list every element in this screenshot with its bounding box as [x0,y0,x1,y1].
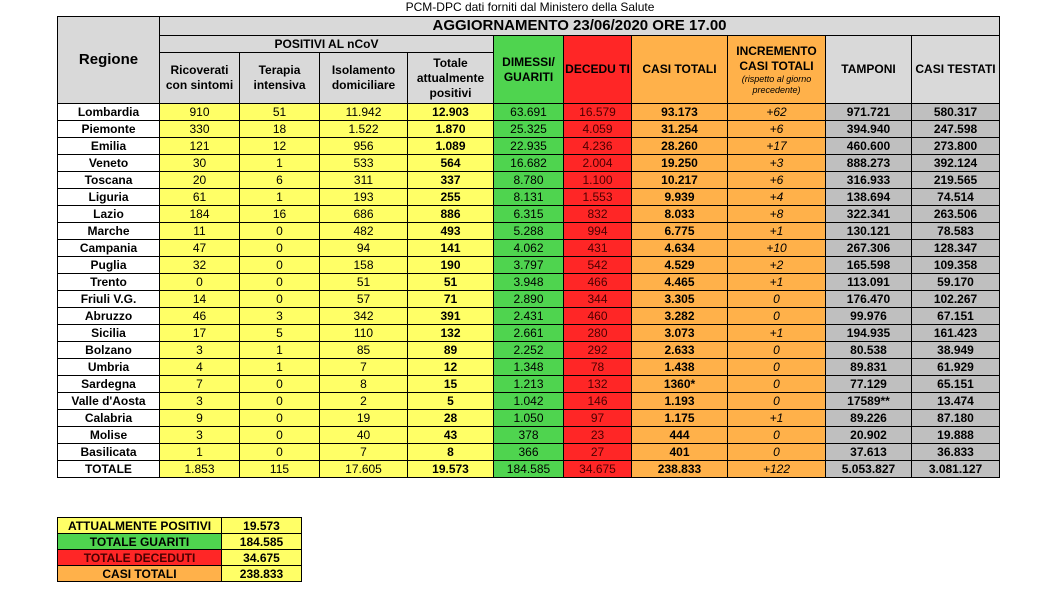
cell-isolamento: 158 [320,257,408,274]
header-terapia: Terapia intensiva [240,53,320,104]
cell-regione: Campania [58,240,160,257]
cell-isolamento: 2 [320,393,408,410]
cell-regione: Molise [58,427,160,444]
cell-casi-totali: 8.033 [632,206,728,223]
covid-regional-table [57,16,1000,478]
cell-casi-totali: 28.260 [632,138,728,155]
cell-tamponi: 77.129 [826,376,912,393]
cell-totale-positivi: 51 [408,274,494,291]
header-dimessi: DIMESSI/ GUARITI [494,36,564,104]
cell-deceduti: 146 [564,393,632,410]
cell-regione: TOTALE [58,461,160,478]
cell-terapia: 51 [240,104,320,121]
table-row [58,342,1000,359]
cell-regione: Marche [58,223,160,240]
cell-regione: Basilicata [58,444,160,461]
cell-casi-totali: 9.939 [632,189,728,206]
cell-casi-testati: 273.800 [912,138,1000,155]
cell-isolamento: 956 [320,138,408,155]
cell-casi-testati: 59.170 [912,274,1000,291]
cell-isolamento: 94 [320,240,408,257]
cell-ricoverati: 11 [160,223,240,240]
header-incremento-sub: (rispetto al giorno precedente) [741,73,812,95]
cell-totale-positivi: 15 [408,376,494,393]
cell-terapia: 0 [240,274,320,291]
cell-isolamento: 57 [320,291,408,308]
cell-tamponi: 20.902 [826,427,912,444]
cell-deceduti: 280 [564,325,632,342]
summary-label: CASI TOTALI [58,566,222,582]
cell-tamponi: 37.613 [826,444,912,461]
cell-dimessi: 378 [494,427,564,444]
cell-casi-testati: 87.180 [912,410,1000,427]
header-casi-totali: CASI TOTALI [632,36,728,104]
cell-ricoverati: 121 [160,138,240,155]
cell-terapia: 1 [240,359,320,376]
cell-regione: Lombardia [58,104,160,121]
header-incremento [728,36,826,104]
cell-deceduti: 460 [564,308,632,325]
table-row [58,155,1000,172]
cell-deceduti: 16.579 [564,104,632,121]
cell-totale-positivi: 141 [408,240,494,257]
cell-tamponi: 80.538 [826,342,912,359]
cell-casi-totali: 444 [632,427,728,444]
cell-tamponi: 194.935 [826,325,912,342]
cell-ricoverati: 7 [160,376,240,393]
cell-totale-positivi: 28 [408,410,494,427]
cell-totale-positivi: 43 [408,427,494,444]
cell-incremento: +1 [728,223,826,240]
cell-casi-totali: 4.465 [632,274,728,291]
cell-casi-totali: 19.250 [632,155,728,172]
cell-incremento: 0 [728,444,826,461]
cell-casi-totali: 93.173 [632,104,728,121]
cell-regione: Emilia [58,138,160,155]
cell-incremento: +62 [728,104,826,121]
cell-tamponi: 316.933 [826,172,912,189]
cell-deceduti: 2.004 [564,155,632,172]
cell-dimessi: 2.890 [494,291,564,308]
cell-casi-testati: 247.598 [912,121,1000,138]
table-row [58,240,1000,257]
cell-deceduti: 292 [564,342,632,359]
cell-ricoverati: 910 [160,104,240,121]
cell-tamponi: 5.053.827 [826,461,912,478]
summary-value: 238.833 [222,566,302,582]
cell-totale-positivi: 89 [408,342,494,359]
cell-isolamento: 17.605 [320,461,408,478]
cell-regione: Valle d'Aosta [58,393,160,410]
cell-regione: Liguria [58,189,160,206]
cell-terapia: 16 [240,206,320,223]
cell-regione: Piemonte [58,121,160,138]
cell-dimessi: 6.315 [494,206,564,223]
cell-casi-totali: 1.438 [632,359,728,376]
table-row [58,427,1000,444]
cell-deceduti: 832 [564,206,632,223]
table-row [58,410,1000,427]
cell-isolamento: 110 [320,325,408,342]
cell-tamponi: 113.091 [826,274,912,291]
cell-totale-positivi: 1.870 [408,121,494,138]
summary-row [58,534,302,550]
cell-terapia: 18 [240,121,320,138]
update-title: AGGIORNAMENTO 23/06/2020 ORE 17.00 [160,17,1000,36]
cell-deceduti: 78 [564,359,632,376]
cell-deceduti: 97 [564,410,632,427]
summary-table [57,517,302,582]
cell-casi-testati: 38.949 [912,342,1000,359]
cell-incremento: +2 [728,257,826,274]
cell-regione: Toscana [58,172,160,189]
table-row [58,121,1000,138]
cell-tamponi: 971.721 [826,104,912,121]
cell-casi-testati: 219.565 [912,172,1000,189]
cell-terapia: 0 [240,393,320,410]
cell-incremento: +3 [728,155,826,172]
cell-dimessi: 2.431 [494,308,564,325]
cell-terapia: 0 [240,427,320,444]
table-body [58,104,1000,478]
cell-regione: Sardegna [58,376,160,393]
cell-regione: Lazio [58,206,160,223]
cell-casi-totali: 4.634 [632,240,728,257]
cell-casi-testati: 74.514 [912,189,1000,206]
cell-casi-totali: 1.193 [632,393,728,410]
cell-totale-positivi: 255 [408,189,494,206]
cell-casi-testati: 61.929 [912,359,1000,376]
cell-tamponi: 888.273 [826,155,912,172]
cell-casi-totali: 1360* [632,376,728,393]
cell-deceduti: 431 [564,240,632,257]
cell-isolamento: 19 [320,410,408,427]
cell-regione: Friuli V.G. [58,291,160,308]
table-row [58,189,1000,206]
cell-isolamento: 342 [320,308,408,325]
cell-terapia: 1 [240,189,320,206]
cell-incremento: 0 [728,342,826,359]
cell-totale-positivi: 71 [408,291,494,308]
cell-isolamento: 7 [320,444,408,461]
cell-isolamento: 8 [320,376,408,393]
cell-isolamento: 533 [320,155,408,172]
cell-dimessi: 2.661 [494,325,564,342]
summary-label: ATTUALMENTE POSITIVI [58,518,222,534]
cell-tamponi: 99.976 [826,308,912,325]
table-row [58,206,1000,223]
cell-regione: Veneto [58,155,160,172]
cell-tamponi: 89.226 [826,410,912,427]
cell-ricoverati: 4 [160,359,240,376]
cell-incremento: 0 [728,393,826,410]
cell-isolamento: 311 [320,172,408,189]
cell-isolamento: 11.942 [320,104,408,121]
cell-casi-totali: 6.775 [632,223,728,240]
cell-dimessi: 184.585 [494,461,564,478]
cell-dimessi: 16.682 [494,155,564,172]
cell-regione: Bolzano [58,342,160,359]
cell-totale-positivi: 190 [408,257,494,274]
header-ricoverati: Ricoverati con sintomi [160,53,240,104]
cell-deceduti: 4.059 [564,121,632,138]
cell-dimessi: 8.780 [494,172,564,189]
cell-terapia: 3 [240,308,320,325]
summary-label: TOTALE DECEDUTI [58,550,222,566]
summary-value: 184.585 [222,534,302,550]
table-row [58,172,1000,189]
cell-casi-testati: 263.506 [912,206,1000,223]
cell-dimessi: 4.062 [494,240,564,257]
cell-casi-totali: 3.305 [632,291,728,308]
cell-isolamento: 51 [320,274,408,291]
summary-row [58,518,302,534]
cell-incremento: +1 [728,325,826,342]
cell-tamponi: 460.600 [826,138,912,155]
cell-casi-testati: 65.151 [912,376,1000,393]
cell-ricoverati: 330 [160,121,240,138]
cell-casi-totali: 31.254 [632,121,728,138]
cell-casi-testati: 161.423 [912,325,1000,342]
table-row [58,359,1000,376]
cell-incremento: +10 [728,240,826,257]
cell-terapia: 0 [240,223,320,240]
table-row [58,104,1000,121]
cell-deceduti: 27 [564,444,632,461]
cell-ricoverati: 3 [160,342,240,359]
cell-totale-positivi: 493 [408,223,494,240]
summary-row [58,550,302,566]
cell-casi-totali: 1.175 [632,410,728,427]
summary-label: TOTALE GUARITI [58,534,222,550]
cell-totale-positivi: 12 [408,359,494,376]
cell-casi-testati: 580.317 [912,104,1000,121]
table-row [58,393,1000,410]
cell-deceduti: 1.100 [564,172,632,189]
cell-incremento: 0 [728,359,826,376]
cell-ricoverati: 1 [160,444,240,461]
cell-casi-totali: 2.633 [632,342,728,359]
cell-dimessi: 1.348 [494,359,564,376]
cell-casi-testati: 67.151 [912,308,1000,325]
cell-tamponi: 89.831 [826,359,912,376]
cell-dimessi: 8.131 [494,189,564,206]
cell-terapia: 1 [240,342,320,359]
table-row [58,223,1000,240]
cell-incremento: 0 [728,427,826,444]
cell-isolamento: 7 [320,359,408,376]
header-positivi-group: POSITIVI AL nCoV [160,36,494,53]
cell-totale-positivi: 564 [408,155,494,172]
cell-tamponi: 165.598 [826,257,912,274]
cell-incremento: +4 [728,189,826,206]
cell-terapia: 12 [240,138,320,155]
cell-incremento: +17 [728,138,826,155]
cell-terapia: 6 [240,172,320,189]
cell-incremento: +6 [728,121,826,138]
table-row [58,138,1000,155]
cell-casi-totali: 3.282 [632,308,728,325]
cell-deceduti: 34.675 [564,461,632,478]
header-casi-testati: CASI TESTATI [912,36,1000,104]
cell-dimessi: 2.252 [494,342,564,359]
cell-totale-positivi: 132 [408,325,494,342]
cell-casi-testati: 102.267 [912,291,1000,308]
cell-casi-testati: 78.583 [912,223,1000,240]
cell-tamponi: 267.306 [826,240,912,257]
cell-ricoverati: 47 [160,240,240,257]
cell-casi-totali: 401 [632,444,728,461]
cell-incremento: +122 [728,461,826,478]
cell-isolamento: 85 [320,342,408,359]
cell-ricoverati: 9 [160,410,240,427]
cell-isolamento: 686 [320,206,408,223]
cell-incremento: 0 [728,308,826,325]
cell-totale-positivi: 1.089 [408,138,494,155]
cell-isolamento: 482 [320,223,408,240]
header-deceduti: DECEDU TI [564,36,632,104]
cell-isolamento: 40 [320,427,408,444]
summary-value: 19.573 [222,518,302,534]
cell-casi-testati: 19.888 [912,427,1000,444]
cell-deceduti: 994 [564,223,632,240]
cell-ricoverati: 30 [160,155,240,172]
cell-regione: Abruzzo [58,308,160,325]
cell-dimessi: 3.797 [494,257,564,274]
cell-dimessi: 1.213 [494,376,564,393]
cell-totale-positivi: 886 [408,206,494,223]
table-row [58,444,1000,461]
cell-incremento: +1 [728,274,826,291]
cell-dimessi: 22.935 [494,138,564,155]
cell-ricoverati: 3 [160,427,240,444]
table-row [58,274,1000,291]
cell-casi-testati: 109.358 [912,257,1000,274]
cell-totale-positivi: 337 [408,172,494,189]
cell-casi-testati: 36.833 [912,444,1000,461]
cell-deceduti: 132 [564,376,632,393]
cell-totale-positivi: 391 [408,308,494,325]
cell-ricoverati: 32 [160,257,240,274]
cell-totale-positivi: 19.573 [408,461,494,478]
cell-terapia: 0 [240,240,320,257]
cell-terapia: 0 [240,444,320,461]
cell-tamponi: 17589** [826,393,912,410]
cell-totale-positivi: 5 [408,393,494,410]
cell-ricoverati: 1.853 [160,461,240,478]
cell-casi-testati: 13.474 [912,393,1000,410]
cell-incremento: +1 [728,410,826,427]
cell-casi-totali: 10.217 [632,172,728,189]
cell-regione: Puglia [58,257,160,274]
header-totale-positivi: Totale attualmente positivi [408,53,494,104]
cell-ricoverati: 184 [160,206,240,223]
cell-dimessi: 1.042 [494,393,564,410]
cell-incremento: +8 [728,206,826,223]
cell-tamponi: 176.470 [826,291,912,308]
table-row [58,308,1000,325]
cell-totale-positivi: 8 [408,444,494,461]
cell-deceduti: 542 [564,257,632,274]
cell-regione: Trento [58,274,160,291]
cell-regione: Calabria [58,410,160,427]
cell-terapia: 5 [240,325,320,342]
cell-regione: Sicilia [58,325,160,342]
header-incremento-title: INCREMENTO CASI TOTALI [736,43,817,73]
cell-terapia: 1 [240,155,320,172]
cell-casi-testati: 3.081.127 [912,461,1000,478]
cell-terapia: 0 [240,291,320,308]
cell-terapia: 0 [240,257,320,274]
header-regione: Regione [58,17,160,104]
cell-casi-testati: 392.124 [912,155,1000,172]
cell-casi-totali: 3.073 [632,325,728,342]
cell-ricoverati: 17 [160,325,240,342]
summary-row [58,566,302,582]
cell-ricoverati: 0 [160,274,240,291]
cell-tamponi: 138.694 [826,189,912,206]
cell-terapia: 0 [240,410,320,427]
cell-regione: Umbria [58,359,160,376]
cell-deceduti: 1.553 [564,189,632,206]
cell-incremento: 0 [728,376,826,393]
header-isolamento: Isolamento domiciliare [320,53,408,104]
cell-terapia: 115 [240,461,320,478]
table-row [58,291,1000,308]
cell-dimessi: 1.050 [494,410,564,427]
summary-body [58,518,302,582]
cell-isolamento: 1.522 [320,121,408,138]
cell-ricoverati: 3 [160,393,240,410]
cell-dimessi: 3.948 [494,274,564,291]
cell-terapia: 0 [240,376,320,393]
cell-incremento: +6 [728,172,826,189]
total-row [58,461,1000,478]
cell-deceduti: 4.236 [564,138,632,155]
cell-ricoverati: 46 [160,308,240,325]
source-note: PCM-DPC dati forniti dal Ministero della Salute [405,0,655,14]
cell-incremento: 0 [728,291,826,308]
cell-ricoverati: 61 [160,189,240,206]
table-row [58,325,1000,342]
cell-totale-positivi: 12.903 [408,104,494,121]
cell-casi-totali: 4.529 [632,257,728,274]
cell-casi-totali: 238.833 [632,461,728,478]
cell-tamponi: 130.121 [826,223,912,240]
cell-dimessi: 63.691 [494,104,564,121]
cell-dimessi: 5.288 [494,223,564,240]
cell-deceduti: 23 [564,427,632,444]
cell-dimessi: 25.325 [494,121,564,138]
table-row [58,376,1000,393]
cell-deceduti: 344 [564,291,632,308]
cell-ricoverati: 14 [160,291,240,308]
cell-tamponi: 394.940 [826,121,912,138]
cell-ricoverati: 20 [160,172,240,189]
cell-deceduti: 466 [564,274,632,291]
summary-value: 34.675 [222,550,302,566]
header-tamponi: TAMPONI [826,36,912,104]
cell-isolamento: 193 [320,189,408,206]
cell-casi-testati: 128.347 [912,240,1000,257]
table-row [58,257,1000,274]
cell-dimessi: 366 [494,444,564,461]
cell-tamponi: 322.341 [826,206,912,223]
